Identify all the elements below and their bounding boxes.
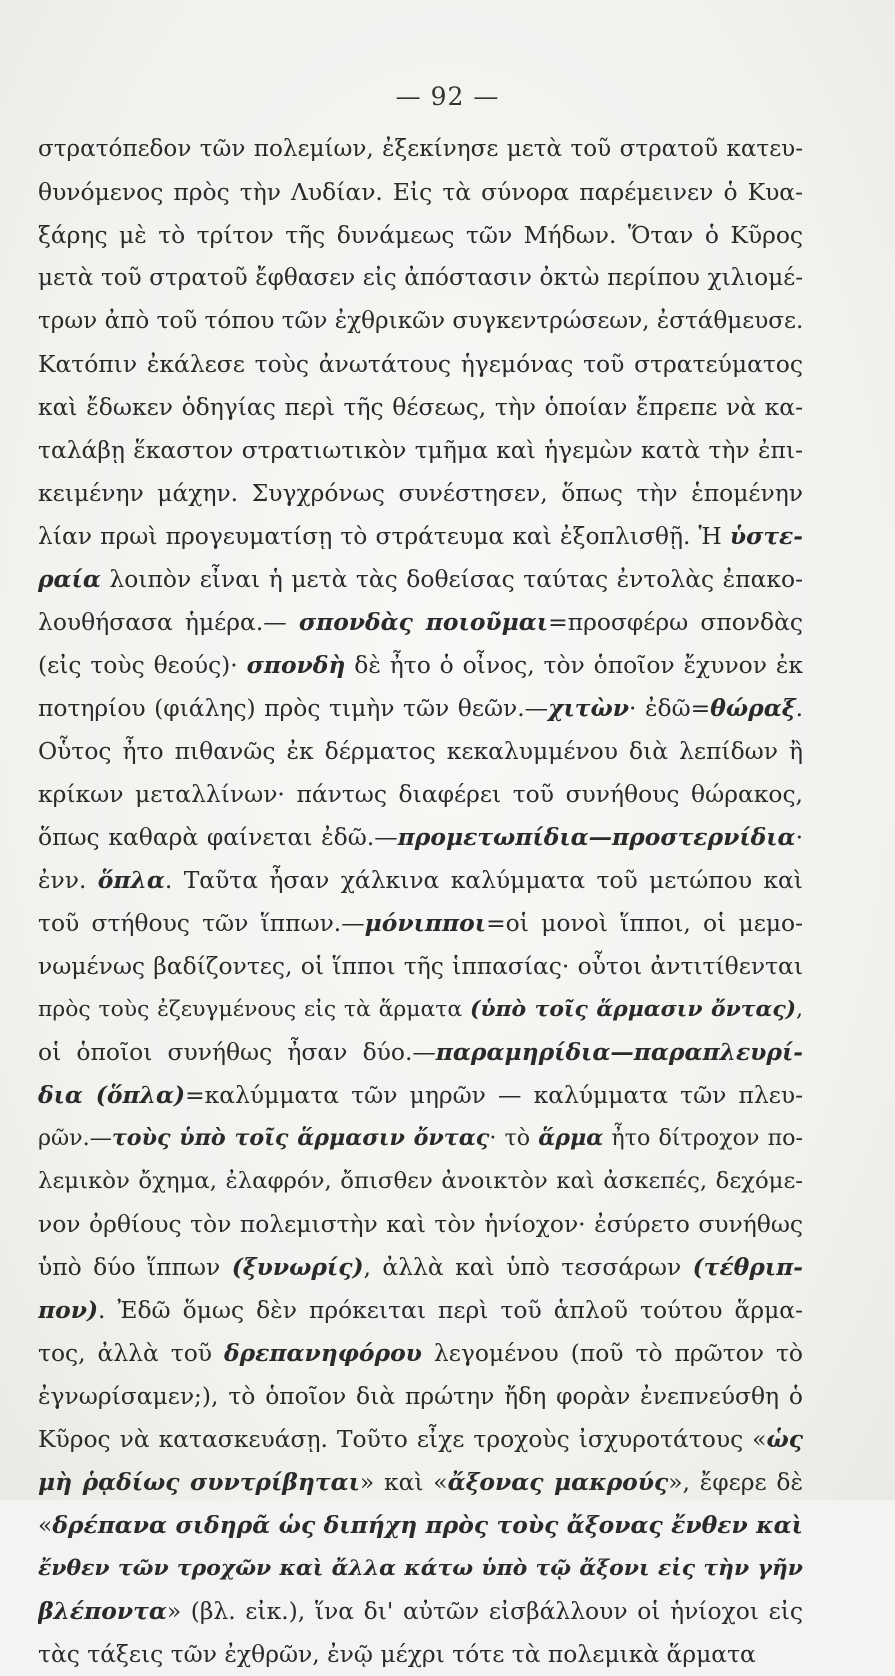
text-segment: · τὸ: [489, 1125, 539, 1151]
text-segment: ἦτο δίτροχον πο-: [603, 1125, 803, 1151]
text-segment: νωμένως βαδίζοντες, οἱ ἵπποι τῆς ἱππασίας· οὗτοι ἀντιτίθενται: [38, 952, 803, 980]
text-segment: ποτηρίου (φιάλης) πρὸς τιμὴν τῶν θεῶν.—: [38, 694, 549, 722]
text-segment: ἐνν.: [38, 866, 98, 894]
text-line: [38, 1203, 803, 1246]
text-segment: καὶ ἔδωκεν ὁδηγίας περὶ τῆς θέσεως, τὴν ὁποίαν ἔπρεπε νὰ κα-: [38, 393, 803, 421]
emphasized-term: ἅρμα: [538, 1125, 604, 1151]
text-segment: Κῦρος νὰ κατασκευάσῃ. Τοῦτο εἶχε τροχοὺς ἰσχυροτάτους «: [38, 1425, 767, 1453]
text-line: [38, 644, 803, 687]
text-segment: . Ἐδῶ ὅμως δὲν πρόκειται περὶ τοῦ ἁπλοῦ τούτου ἅρμα-: [98, 1296, 803, 1324]
text-line: [38, 730, 803, 773]
text-segment: ξάρης μὲ τὸ τρίτον τῆς δυνάμεως τῶν Μήδων. Ὅταν ὁ Κῦρος: [38, 221, 803, 249]
emphasized-term: σπονδὰς ποιοῦμαι: [298, 608, 549, 636]
text-segment: «: [38, 1511, 53, 1539]
text-segment: δὲ ἦτο ὁ οἶνος, τὸν ὁποῖον ἔχυνον ἐκ: [345, 651, 803, 679]
text-segment: τρων ἀπὸ τοῦ τόπου τῶν ἐχθρικῶν συγκεντρώσεων, ἐστάθμευσε.: [38, 308, 803, 334]
emphasized-term: ὑστε-: [729, 522, 803, 550]
text-segment: · ἐδῶ=: [629, 694, 711, 722]
text-segment: στρατόπεδον τῶν πολεμίων, ἐξεκίνησε μετὰ τοῦ στρατοῦ κατευ-: [38, 136, 803, 162]
emphasized-term: μὴ ῥᾳδίως συντρίβηται: [38, 1468, 360, 1496]
text-segment: ταλάβῃ ἕκαστον στρατιωτικὸν τμῆμα καὶ ἡγεμὼν κατὰ τὴν ἐπι-: [38, 436, 803, 464]
text-segment: πρὸς τοὺς ἐζευγμένους εἰς τὰ ἅρματα: [38, 997, 470, 1022]
text-line: [38, 945, 803, 988]
text-line: [38, 128, 803, 171]
text-segment: λίαν πρωὶ προγευματίσῃ τὸ στράτευμα καὶ ἐξοπλισθῇ. Ἡ: [38, 522, 730, 550]
text-line: [38, 1289, 803, 1332]
emphasized-term: ἔνθεν τῶν τροχῶν καὶ ἄλλα κάτω ὑπὸ τῷ ἄξονι εἰς τὴν γῆν: [38, 1555, 803, 1581]
text-line: [38, 472, 803, 515]
text-segment: θυνόμενος πρὸς τὴν Λυδίαν. Εἰς τὰ σύνορα παρέμεινεν ὁ Κυα-: [38, 178, 803, 206]
text-segment: Κατόπιν ἐκάλεσε τοὺς ἀνωτάτους ἡγεμόνας τοῦ στρατεύματος: [38, 350, 803, 378]
text-line: [38, 343, 803, 386]
emphasized-term: ὅπλα: [97, 866, 165, 894]
text-segment: λεμικὸν ὄχημα, ἐλαφρόν, ὄπισθεν ἀνοικτὸν καὶ ἀσκεπές, δεχόμε-: [38, 1168, 803, 1194]
text-line: [38, 1590, 803, 1633]
text-line: [38, 1375, 803, 1418]
text-line: [38, 214, 803, 257]
text-segment: Οὗτος ἦτο πιθανῶς ἐκ δέρματος κεκαλυμμένου διὰ λεπίδων ἢ: [38, 737, 803, 765]
text-line: [38, 429, 803, 472]
text-segment: ὅπως καθαρὰ φαίνεται ἐδῶ.—: [38, 823, 398, 851]
text-line: [38, 1246, 803, 1289]
text-line: [38, 1547, 803, 1590]
emphasized-term: παραμηρίδια—παραπλευρί-: [435, 1038, 803, 1066]
text-segment: ὑπὸ δύο ἵππων: [38, 1253, 232, 1281]
text-line: [38, 601, 803, 644]
text-segment: λουθήσασα ἡμέρα.—: [38, 608, 299, 636]
text-segment: ,: [796, 997, 803, 1022]
text-segment: » καὶ «: [359, 1468, 448, 1496]
text-line: [38, 300, 803, 343]
text-line: [38, 171, 803, 214]
body-text: [38, 128, 803, 1676]
emphasized-term: ὡς: [766, 1425, 803, 1453]
text-line: [38, 988, 803, 1031]
text-line: [38, 902, 803, 945]
text-line: [38, 558, 803, 601]
text-segment: =οἱ μονοὶ ἵπποι, οἱ μεμο-: [486, 909, 803, 937]
text-line: [38, 816, 803, 859]
text-segment: ·: [795, 823, 803, 851]
text-segment: κειμένην μάχην. Συγχρόνως συνέστησεν, ὅπως τὴν ἑπομένην: [38, 479, 803, 507]
text-line: [38, 515, 803, 558]
text-line: [38, 687, 803, 730]
emphasized-term: ραία: [38, 565, 101, 593]
emphasized-term: δια (ὅπλα): [38, 1081, 186, 1109]
text-line: [38, 1160, 803, 1203]
text-line: [38, 257, 803, 300]
text-segment: =καλύμματα τῶν μηρῶν — καλύμματα τῶν πλευ-: [185, 1081, 803, 1109]
text-segment: (εἰς τοὺς θεούς)·: [38, 651, 247, 679]
text-line: [38, 773, 803, 816]
emphasized-term: μόνιπποι: [364, 909, 487, 937]
text-segment: κρίκων μεταλλίνων· πάντως διαφέρει τοῦ συνήθους θώρακος,: [38, 780, 803, 808]
emphasized-term: δρέπανα σιδηρᾶ ὡς διπήχη πρὸς τοὺς ἄξονας ἔνθεν καὶ: [52, 1511, 803, 1539]
emphasized-term: βλέποντα: [38, 1597, 167, 1625]
text-segment: λοιπὸν εἶναι ἡ μετὰ τὰς δοθείσας ταύτας ἐντολὰς ἐπακο-: [100, 565, 803, 593]
text-line: [38, 1504, 803, 1547]
text-line: [38, 1031, 803, 1074]
emphasized-term: δρεπανηφόρου: [224, 1339, 422, 1367]
text-segment: λεγομένου (ποῦ τὸ πρῶτον τὸ: [421, 1339, 803, 1367]
text-segment: .: [795, 694, 803, 722]
text-line: [38, 386, 803, 429]
text-line: [38, 1074, 803, 1117]
emphasized-term: (τέθριπ-: [692, 1253, 803, 1281]
text-line: [38, 1418, 803, 1461]
text-line: [38, 1332, 803, 1375]
text-segment: . Ταῦτα ἦσαν χάλκινα καλύμματα τοῦ μετώπου καὶ: [164, 866, 803, 894]
emphasized-term: πον): [38, 1296, 99, 1324]
emphasized-term: θώραξ: [710, 694, 796, 722]
text-segment: » (βλ. εἰκ.), ἵνα δι' αὐτῶν εἰσβάλλουν οἱ ἡνίοχοι εἰς: [166, 1597, 803, 1625]
emphasized-term: τοὺς ὑπὸ τοῖς ἅρμασιν ὄντας: [111, 1125, 490, 1151]
emphasized-term: ἄξονας μακρούς: [447, 1468, 669, 1496]
text-segment: =προσφέρω σπονδὰς: [548, 608, 803, 636]
text-segment: , ἀλλὰ καὶ ὑπὸ τεσσάρων: [363, 1253, 693, 1281]
text-segment: τὰς τάξεις τῶν ἐχθρῶν, ἐνῷ μέχρι τότε τὰ πολεμικὰ ἅρματα: [38, 1640, 756, 1668]
text-segment: οἱ ὁποῖοι συνήθως ἦσαν δύο.—: [38, 1038, 436, 1066]
text-segment: νον ὀρθίους τὸν πολεμιστὴν καὶ τὸν ἡνίοχον· ἐσύρετο συνήθως: [38, 1210, 803, 1238]
emphasized-term: χιτὼν: [548, 694, 630, 722]
text-segment: τος, ἀλλὰ τοῦ: [38, 1339, 225, 1367]
text-line: [38, 1633, 803, 1676]
text-segment: ρῶν.—: [38, 1125, 112, 1151]
text-segment: », ἔφερε δὲ: [668, 1468, 803, 1496]
text-line: [38, 859, 803, 902]
text-segment: μετὰ τοῦ στρατοῦ ἔφθασεν εἰς ἀπόστασιν ὀκτὼ περίπου χιλιομέ-: [38, 265, 803, 291]
page-number: — 92 —: [395, 82, 500, 111]
emphasized-term: (ξυνωρίς): [231, 1253, 364, 1281]
text-segment: τοῦ στήθους τῶν ἵππων.—: [38, 909, 365, 937]
emphasized-term: (ὑπὸ τοῖς ἅρμασιν ὄντας): [469, 996, 797, 1022]
text-line: [38, 1117, 803, 1160]
text-segment: ἐγνωρίσαμεν;), τὸ ὁποῖον διὰ πρώτην ἤδη φορὰν ἐνεπνεύσθη ὁ: [38, 1382, 803, 1410]
emphasized-term: προμετωπίδια—προστερνίδια: [397, 823, 796, 851]
emphasized-term: σπονδὴ: [246, 651, 346, 679]
text-line: [38, 1461, 803, 1504]
